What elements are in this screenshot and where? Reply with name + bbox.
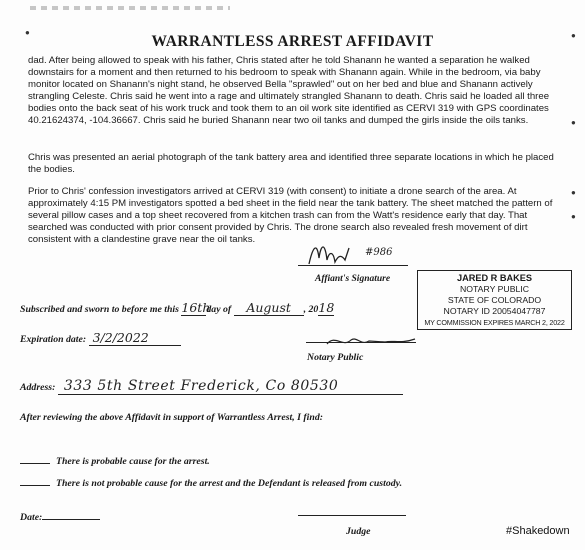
expiration-label: Expiration date:: [20, 334, 87, 345]
address-row: [20, 378, 403, 395]
affiant-badge-number: #986: [365, 247, 393, 258]
sworn-day-of: day of: [206, 304, 232, 315]
notary-seal-name: JARED R BAKES: [456, 273, 533, 283]
expiration-date-field[interactable]: 3/2/2022: [89, 330, 181, 346]
date-row: [20, 512, 100, 523]
notary-seal-id: NOTARY ID 20054047787: [443, 306, 546, 316]
hashtag-watermark: #Shakedown: [506, 525, 570, 537]
finding-2-text: There is not probable cause for the arrest and the Defendant is released from custody.: [56, 478, 403, 489]
review-statement: After reviewing the above Affidavit in support of Warrantless Arrest, I find:: [20, 412, 323, 423]
notary-seal-stamp: [417, 270, 572, 330]
bullet-dot: ●: [571, 188, 576, 197]
scan-artifact: [30, 6, 230, 10]
confession-paragraph: dad. After being allowed to speak with his father, Chris stated after he told Shanann he wanted a separation he walked downstairs for a moment and then returned to his bedroom to speak with Shanann again. While in the bedroom, via baby monitor located on Shanann's night stand, he observed Bella "sprawled" out on her bed and blue and Shanann actively strangling Celeste. Chris said he went into a rage and ultimately strangled Shanann to death. Chris said he loaded all three bodies onto the back seat of his work truck and took them to an oil work site identified as CERVI 319 with GPS coordinates 40.21624374, -104.36667. Chris said he buried Shanann near two oil tanks and dumped the girls inside the oils tanks.: [28, 55, 550, 127]
sworn-month-field[interactable]: August: [234, 300, 304, 316]
bullet-dot: ●: [571, 31, 576, 40]
expiration-row: [20, 330, 181, 346]
aerial-photo-paragraph: Chris was presented an aerial photograph of the tank battery area and identified three separate locations in which he placed the bodies.: [28, 152, 554, 176]
finding-1-text: There is probable cause for the arrest.: [56, 456, 210, 467]
notary-signature-line: [306, 342, 416, 343]
notary-seal-expiry: MY COMMISSION EXPIRES MARCH 2, 2022: [424, 318, 565, 327]
sworn-statement: [20, 300, 334, 316]
notary-signature: [325, 332, 420, 350]
sworn-year-field[interactable]: 18: [318, 300, 335, 315]
bullet-dot: ●: [25, 28, 30, 37]
document-title: WARRANTLESS ARREST AFFIDAVIT: [151, 33, 434, 50]
notary-public-label: Notary Public: [307, 352, 364, 363]
sworn-day-field[interactable]: 16th: [181, 300, 211, 315]
bullet-dot: ●: [571, 212, 576, 221]
address-field[interactable]: 333 5th Street Frederick, Co 80530: [58, 378, 403, 395]
sworn-prefix: Subscribed and sworn to before me this: [20, 304, 179, 315]
finding-2-checkbox[interactable]: [20, 485, 50, 486]
finding-no-probable-cause: [20, 478, 402, 489]
notary-seal-title: NOTARY PUBLIC: [459, 284, 530, 294]
bullet-dot: ●: [571, 118, 576, 127]
affiant-signature-line: [298, 265, 408, 266]
sworn-century: , 20: [303, 304, 319, 315]
date-label: Date:: [20, 512, 43, 523]
judge-signature-line: [298, 515, 406, 516]
affiant-signature: [305, 238, 415, 268]
drone-search-paragraph: Prior to Chris' confession investigators arrived at CERVI 319 (with consent) to initiate a drone search of the area. At approximately 4:15 PM investigators spotted a bed sheet in the field near the tank battery. The sheet matched the pattern of several pillow cases and a top sheet recovered from a kitchen trash can from the Watt's residence early that day. That searched was conducted with prior consent provided by Chris. The drone search also revealed fresh movement of dirt consistent with a clandestine grave near the oil tanks.: [28, 186, 553, 246]
address-label: Address:: [20, 382, 56, 393]
notary-seal-state: STATE OF COLORADO: [447, 295, 542, 305]
finding-1-checkbox[interactable]: [20, 463, 50, 464]
date-field[interactable]: [42, 519, 100, 520]
judge-label: Judge: [346, 526, 371, 537]
affiant-signature-label: Affiant's Signature: [315, 274, 391, 284]
finding-probable-cause: [20, 456, 210, 467]
